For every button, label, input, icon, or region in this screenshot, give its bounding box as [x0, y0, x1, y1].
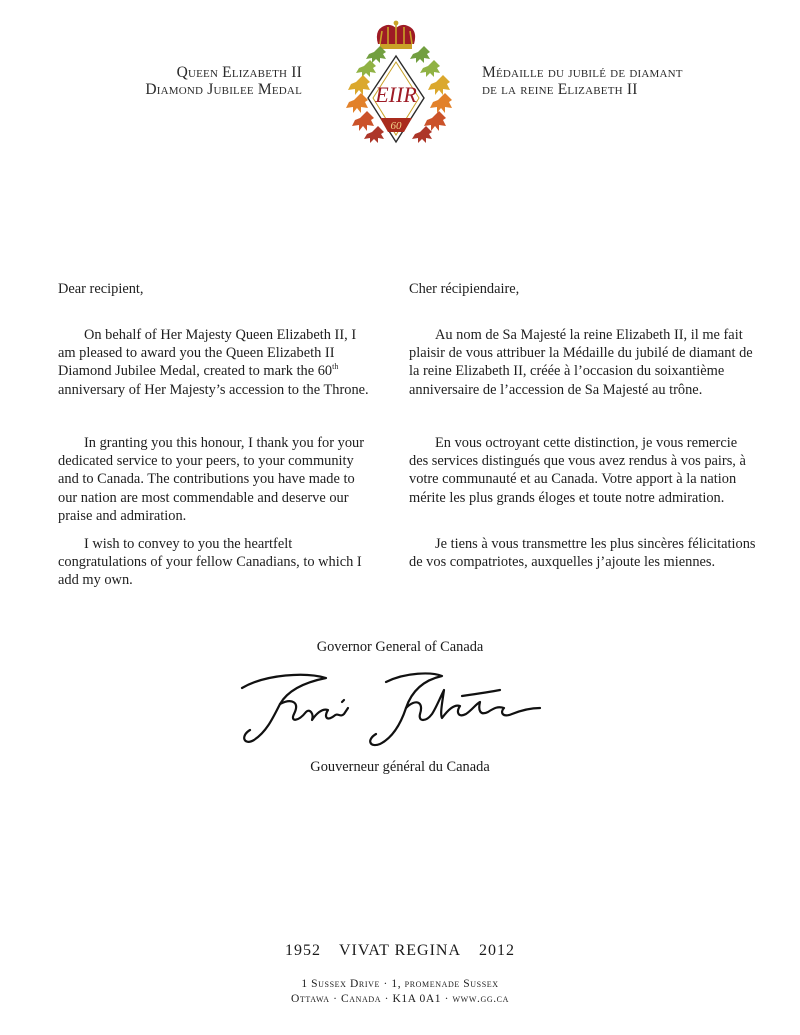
paragraph-2-english: In granting you this honour, I thank you for your dedicated service to your peers, to your community and to Canada. The contributions you have made to our nation are most commendable and deserve our praise and admiration. — [58, 435, 364, 524]
emblem-number: 60 — [390, 120, 402, 132]
paragraph-1-french: Au nom de Sa Majesté la reine Elizabeth II, il me fait plaisir de vous attribuer la Médaille du jubilé de diamant de la reine Elizabeth II, créée à l’occasion du soixantième anniversaire de l’accession de Sa Majesté au trône. — [409, 327, 753, 398]
handwritten-signature — [236, 668, 546, 750]
greeting-french: Cher récipiendaire, — [409, 281, 520, 297]
motto-text: VIVAT REGINA — [338, 942, 462, 959]
header-en-line1: Queen Elizabeth II — [176, 64, 302, 81]
p1-english-a: On behalf of Her Majesty Queen Elizabeth II, I am pleased to award you the Queen Elizabeth II Diamond Jubilee Medal, created to mark the 60 — [58, 327, 357, 380]
governor-general-title-english: Governor General of Canada — [316, 639, 484, 655]
footer-motto-line — [0, 942, 800, 960]
jubilee-emblem-icon — [316, 20, 476, 156]
header-title-french — [482, 64, 782, 98]
year-end: 2012 — [479, 942, 516, 959]
paragraph-3-french: Je tiens à vous transmettre les plus sincères félicitations de vos compatriotes, auxquelles j’ajoute les miennes. — [409, 536, 756, 571]
emblem-cipher: EIIR — [375, 82, 417, 107]
address-line-2: Ottawa · Canada · K1A 0A1 · www.gg.ca — [291, 993, 509, 1005]
address-line-1: 1 Sussex Drive · 1, promenade Sussex — [301, 978, 499, 990]
ordinal-suffix: th — [332, 362, 339, 372]
p1-english-b: anniversary of Her Majesty’s accession to the Throne. — [58, 381, 369, 398]
greeting-english: Dear recipient, — [58, 281, 144, 297]
paragraph-2-french: En vous octroyant cette distinction, je vous remercie des services distingués que vous avez rendus à vos pairs, à votre communauté et au Canada. Votre apport à la nation mérite les plus grands éloges et toute notre admiration. — [409, 435, 746, 506]
crown-icon — [377, 21, 415, 49]
paragraph-1-english — [58, 326, 376, 399]
governor-general-title-french: Gouverneur général du Canada — [310, 759, 490, 775]
header-title-english — [70, 64, 302, 98]
header-fr-line2: de la reine Elizabeth II — [482, 81, 638, 98]
header-fr-line1: Médaille du jubilé de diamant — [482, 64, 683, 81]
year-start: 1952 — [284, 942, 321, 959]
paragraph-3-english: I wish to convey to you the heartfelt congratulations of your fellow Canadians, to which I add my own. — [58, 536, 362, 589]
sixty-badge — [380, 118, 412, 132]
header-en-line2: Diamond Jubilee Medal — [145, 81, 302, 98]
